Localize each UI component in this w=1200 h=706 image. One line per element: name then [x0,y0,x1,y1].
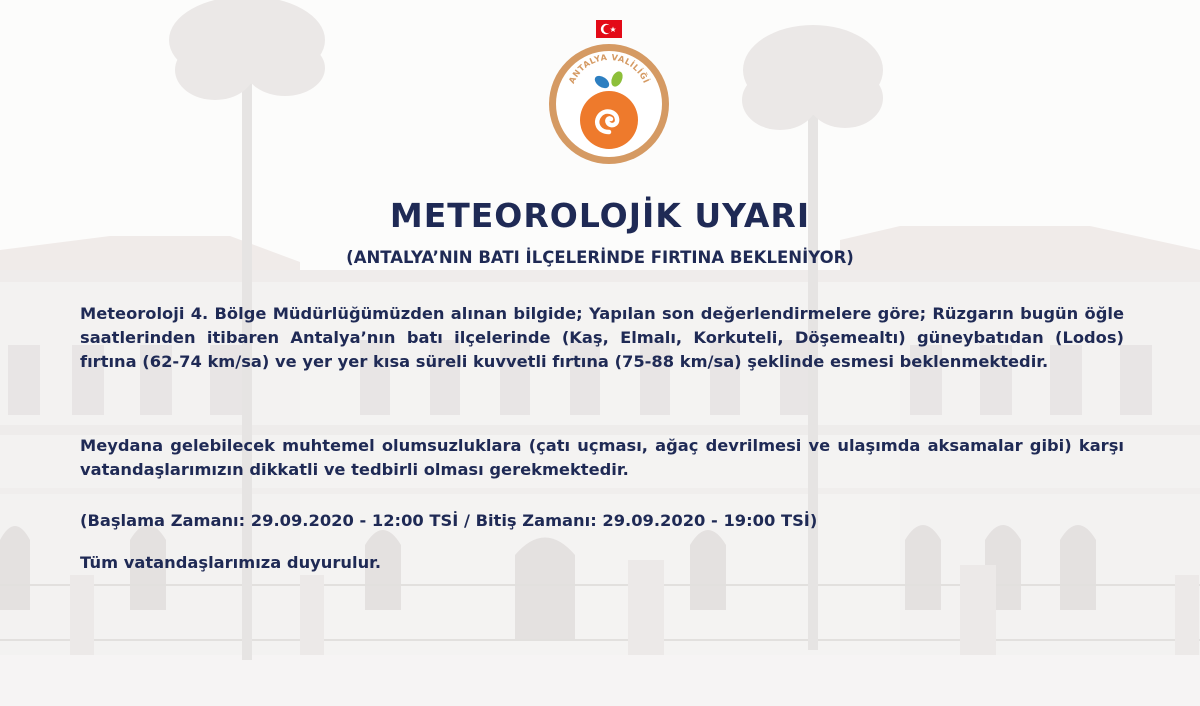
page-subtitle: (ANTALYA’NIN BATI İLÇELERİNDE FIRTINA BEKLENİYOR) [346,248,854,267]
page-title: METEOROLOJİK UYARI [389,196,811,235]
antalya-valiligi-logo [538,18,680,168]
warning-paragraph-details: Meteoroloji 4. Bölge Müdürlüğümüzden alınan bilgide; Yapılan son değerlendirmelere göre; Rüzgarın bugün öğle saatlerinden itibaren Antalya’nın batı ilçelerinde (Kaş, Elmalı, Korkuteli, Döşemealtı) güneybatıdan (Lodos) fırtına (62-74 km/sa) ve yer yer kısa süreli kuvvetli fırtına (75-88 km/sa) şeklinde esmesi beklenmektedir. [80,304,1124,371]
announcement-closing: Tüm vatandaşlarımıza duyurulur. [80,553,382,572]
warning-time-range: (Başlama Zamanı: 29.09.2020 - 12:00 TSİ / Bitiş Zamanı: 29.09.2020 - 19:00 TSİ) [80,511,818,530]
warning-paragraph-precautions: Meydana gelebilecek muhtemel olumsuzluklara (çatı uçması, ağaç devrilmesi ve ulaşımda aksamalar gibi) karşı vatandaşlarımızın dikkatli ve tedbirli olması gerekmektedir. [80,436,1124,479]
svg-text:ANTALYA VALİLİĞİ: ANTALYA VALİLİĞİ [566,51,652,85]
